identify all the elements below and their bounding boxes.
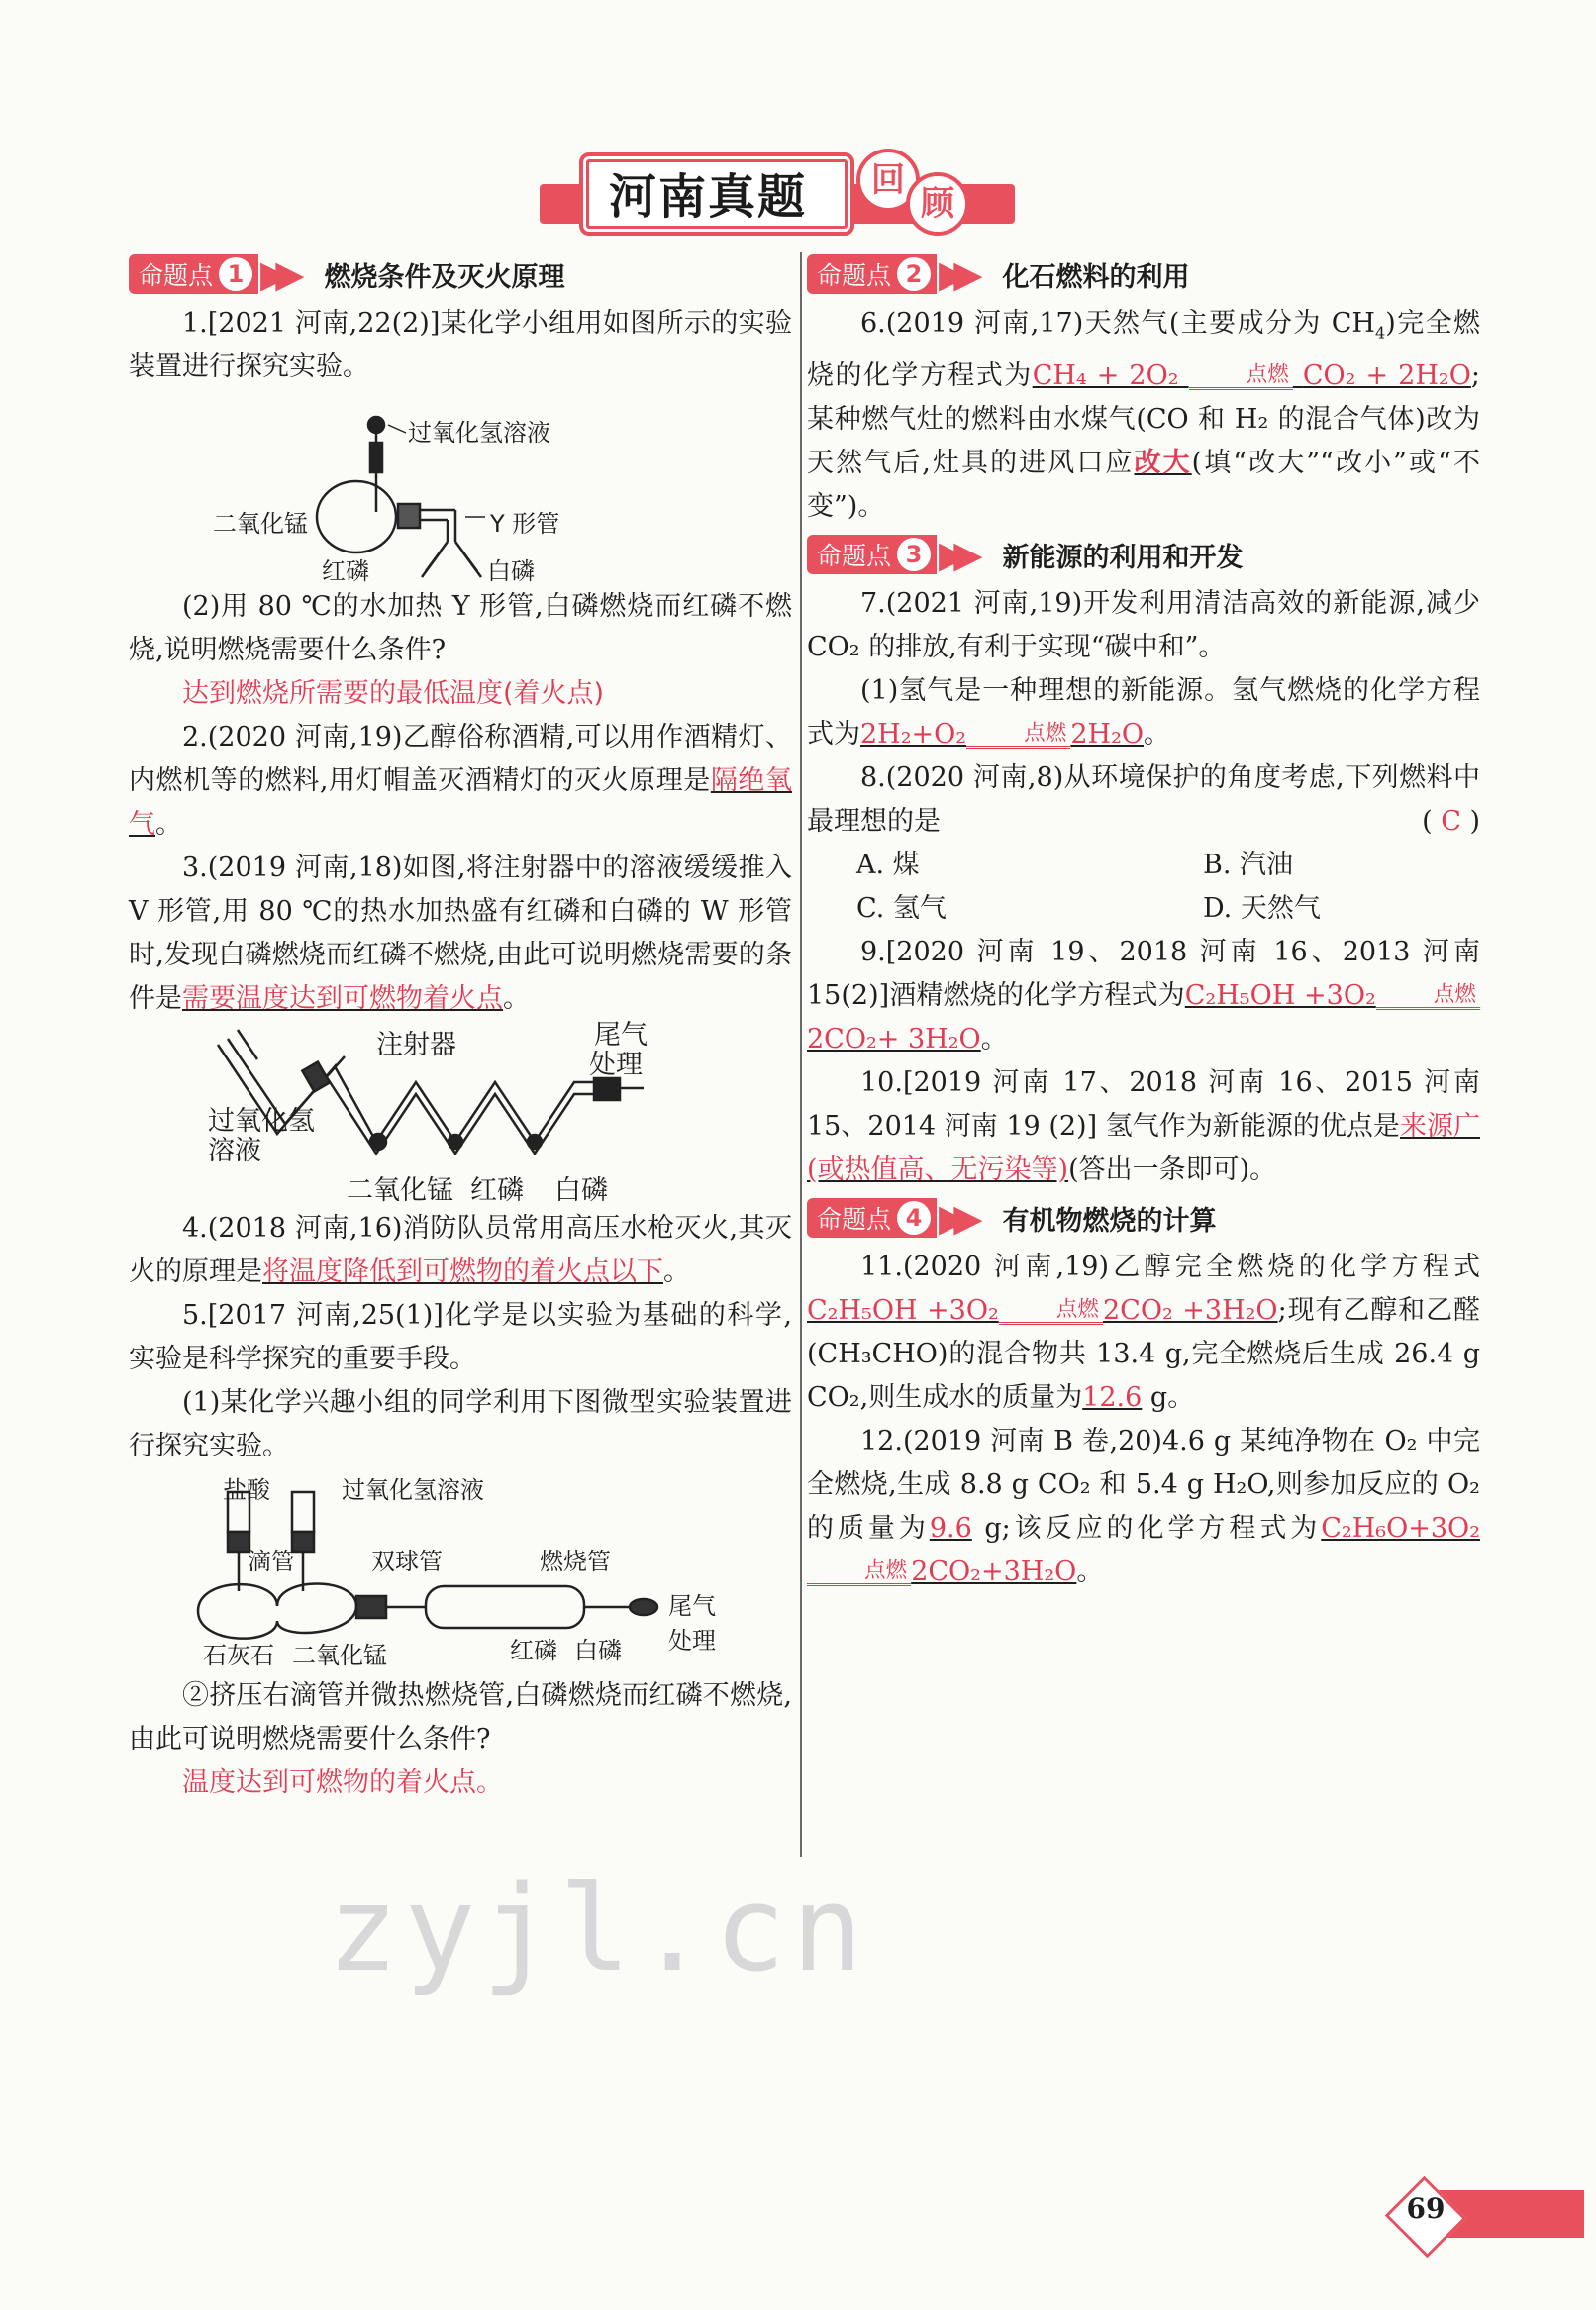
figure-y-tube-apparatus xyxy=(129,393,792,585)
question-11-equation: C₂H₅OH +3O₂ 点燃 2CO₂ +3H₂O xyxy=(807,1295,1278,1327)
header-banner xyxy=(540,149,1015,232)
question-12-answer: 9.6 xyxy=(929,1513,972,1545)
fig3-label: 处理 xyxy=(668,1627,716,1655)
fig2-label: 白磷 xyxy=(554,1175,608,1206)
question-3-answer: 需要温度达到可燃物着火点 xyxy=(182,983,503,1014)
fig3-label: 白磷 xyxy=(574,1637,622,1664)
double-arrow-icon: ▶▶ xyxy=(939,252,969,296)
question-10: 10.[2019 河南 17、2018 河南 16、2015 河南 15、2014 河南 19 (2)] 氢气作为新能源的优点是来源广(或热值高、无污染等)(答出一条即可)。 xyxy=(807,1067,1480,1186)
fig3-label: 燃烧管 xyxy=(540,1548,611,1575)
question-3: 3.(2019 河南,18)如图,将注射器中的溶液缓缓推入 V 形管,用 80 ℃的热水加热盛有红磷和白磷的 W 形管时,发现白磷燃烧而红磷不燃烧,由此可说明燃烧需要的条件是需要温度达到可燃物着火点。 xyxy=(129,853,792,1014)
question-8-options xyxy=(856,844,1480,931)
fig2-label: 二氧化锰 xyxy=(347,1175,453,1206)
figure-double-bulb-apparatus xyxy=(129,1472,792,1670)
question-6: 6.(2019 河南,17)天然气(主要成分为 $CH_4$)完全燃烧的化学方程式为CH₄ + 2O₂ 点燃 CO₂ + 2H₂O;某种燃气灶的燃料由水煤气(CO 和 H₂ 的混合气体)改为天然气后,灶具的进风口应改大(填“改大”“改小”或“不变”)。 xyxy=(807,308,1480,523)
question-11-answer: 12.6 xyxy=(1082,1382,1143,1414)
column-divider xyxy=(800,252,802,1857)
left-column xyxy=(129,252,792,1805)
double-arrow-icon: ▶▶ xyxy=(260,252,291,296)
question-4: 4.(2018 河南,16)消防队员常用高压水枪灭火,其灭火的原理是将温度降低到可燃物的着火点以下。 xyxy=(129,1213,792,1287)
page-number-badge xyxy=(1376,2178,1584,2248)
fig2-label: 处理 xyxy=(589,1050,643,1080)
fig1-label: 过氧化氢溶液 xyxy=(408,419,550,447)
section-header-1 xyxy=(129,252,792,296)
section-tag: 命题点 1 xyxy=(129,254,258,294)
question-1-subquestion: (2)用 80 ℃的水加热 Y 形管,白磷燃烧而红磷不燃烧,说明燃烧需要什么条件? xyxy=(129,591,792,665)
fig2-label: 红磷 xyxy=(470,1175,524,1206)
fig3-label: 滴管 xyxy=(248,1548,295,1575)
option-c: C. 氢气 xyxy=(856,893,947,925)
option-b: B. 汽油 xyxy=(1203,850,1294,881)
question-2: 2.(2020 河南,19)乙醇俗称酒精,可以用作酒精灯、内燃机等的燃料,用灯帽盖灭酒精灯的灭火原理是隔绝氧气。 xyxy=(129,722,792,840)
fig3-label: 过氧化氢溶液 xyxy=(342,1476,484,1504)
header-badge-2: 顾 xyxy=(906,172,969,236)
question-4-answer: 将温度降低到可燃物的着火点以下 xyxy=(262,1256,663,1287)
section-tag: 命题点 3 xyxy=(807,535,937,574)
fig3-label: 二氧化锰 xyxy=(292,1642,387,1669)
fig3-label: 盐酸 xyxy=(223,1476,270,1504)
fig2-label: 溶液 xyxy=(208,1136,261,1166)
fig3-label: 尾气 xyxy=(668,1592,716,1620)
fig2-label: 尾气 xyxy=(594,1020,648,1051)
question-5-answer: 温度达到可燃物的着火点。 xyxy=(182,1767,503,1798)
question-1-stem: 1.[2021 河南,22(2)]某化学小组用如图所示的实验装置进行探究实验。 xyxy=(129,308,792,382)
section-title: 燃烧条件及灭火原理 xyxy=(324,261,565,293)
question-9: 9.[2020 河南 19、2018 河南 16、2013 河南 15(2)]酒精燃烧的化学方程式为C₂H₅OH +3O₂ 点燃 2CO₂+ 3H₂O。 xyxy=(807,937,1480,1055)
fig3-label: 双球管 xyxy=(371,1548,443,1575)
section-header-4 xyxy=(807,1196,1480,1240)
header-badge-1: 回 xyxy=(856,149,920,212)
fig3-label: 红磷 xyxy=(510,1637,557,1664)
right-column xyxy=(807,252,1480,1594)
section-header-3 xyxy=(807,533,1480,576)
figure-w-tube-apparatus xyxy=(129,1020,792,1206)
section-tag: 命题点 2 xyxy=(807,254,937,294)
fig1-label: 红磷 xyxy=(322,557,369,585)
question-7-sub: (1)氢气是一种理想的新能源。氢气燃烧的化学方程式为2H₂+O₂ 点燃 2H₂O。 xyxy=(807,675,1480,751)
question-11: 11.(2020 河南,19)乙醇完全燃烧的化学方程式C₂H₅OH +3O₂ 点燃 2CO₂ +3H₂O;现有乙醇和乙醛(CH₃CHO)的混合物共 13.4 g,完全燃烧后生成 26.4 g CO₂,则生成水的质量为12.6 g。 xyxy=(807,1252,1480,1414)
section-title: 新能源的利用和开发 xyxy=(1002,542,1244,573)
question-8-answer: C xyxy=(1441,806,1461,838)
option-d: D. 天然气 xyxy=(1203,893,1321,925)
question-8: 8.(2020 河南,8)从环境保护的角度考虑,下列燃料中最理想的是 ( C ) xyxy=(807,762,1480,838)
double-arrow-icon: ▶▶ xyxy=(939,1196,969,1241)
fig2-label: 注射器 xyxy=(376,1030,456,1060)
section-tag: 命题点 4 xyxy=(807,1198,937,1238)
watermark: zyjl.cn xyxy=(327,1861,869,1999)
question-6-equation: CH₄ + 2O₂ 点燃 CO₂ + 2H₂O xyxy=(1032,360,1471,392)
question-7-equation: 2H₂+O₂ 点燃 2H₂O xyxy=(860,719,1145,751)
double-arrow-icon: ▶▶ xyxy=(939,533,969,577)
question-12: 12.(2019 河南 B 卷,20)4.6 g 某纯净物在 O₂ 中完全燃烧,生成 8.8 g CO₂ 和 5.4 g H₂O,则参加反应的 O₂ 的质量为9.6 g;该反应的化学方程式为C₂H₆O+3O₂ 点燃 2CO₂+3H₂O。 xyxy=(807,1426,1481,1588)
fig2-label: 过氧化氢 xyxy=(208,1106,315,1137)
question-5-stem: 5.[2017 河南,25(1)]化学是以实验为基础的科学,实验是科学探究的重要手段。 xyxy=(129,1300,792,1374)
question-5-sub1: (1)某化学兴趣小组的同学利用下图微型实验装置进行探究实验。 xyxy=(129,1387,792,1461)
question-6-answer: 改大 xyxy=(1134,448,1192,479)
fig1-label: 二氧化锰 xyxy=(213,510,308,538)
section-header-2 xyxy=(807,252,1480,296)
fig3-label: 石灰石 xyxy=(203,1642,274,1669)
page-number: 69 xyxy=(1406,2192,1446,2225)
option-a: A. 煤 xyxy=(856,850,920,881)
section-title: 化石燃料的利用 xyxy=(1002,261,1190,293)
question-12-equation: C₂H₆O+3O₂ 点燃 2CO₂+3H₂O xyxy=(807,1513,1480,1587)
question-9-equation: C₂H₅OH +3O₂ 点燃 2CO₂+ 3H₂O xyxy=(807,980,1480,1055)
question-2-answer: 隔绝氧气 xyxy=(129,765,792,840)
section-title: 有机物燃烧的计算 xyxy=(1002,1205,1217,1237)
page-title: 河南真题 xyxy=(609,169,808,225)
fig1-label: 白磷 xyxy=(487,557,535,585)
question-10-answer: 来源广(或热值高、无污染等) xyxy=(807,1111,1480,1186)
fig1-label: Y 形管 xyxy=(490,510,560,538)
question-1-answer: 达到燃烧所需要的最低温度(着火点) xyxy=(182,678,605,709)
question-5-sub2: ②挤压右滴管并微热燃烧管,白磷燃烧而红磷不燃烧,由此可说明燃烧需要什么条件? xyxy=(129,1680,792,1755)
question-7-stem: 7.(2021 河南,19)开发利用清洁高效的新能源,减少 CO₂ 的排放,有利于实现“碳中和”。 xyxy=(807,588,1480,663)
